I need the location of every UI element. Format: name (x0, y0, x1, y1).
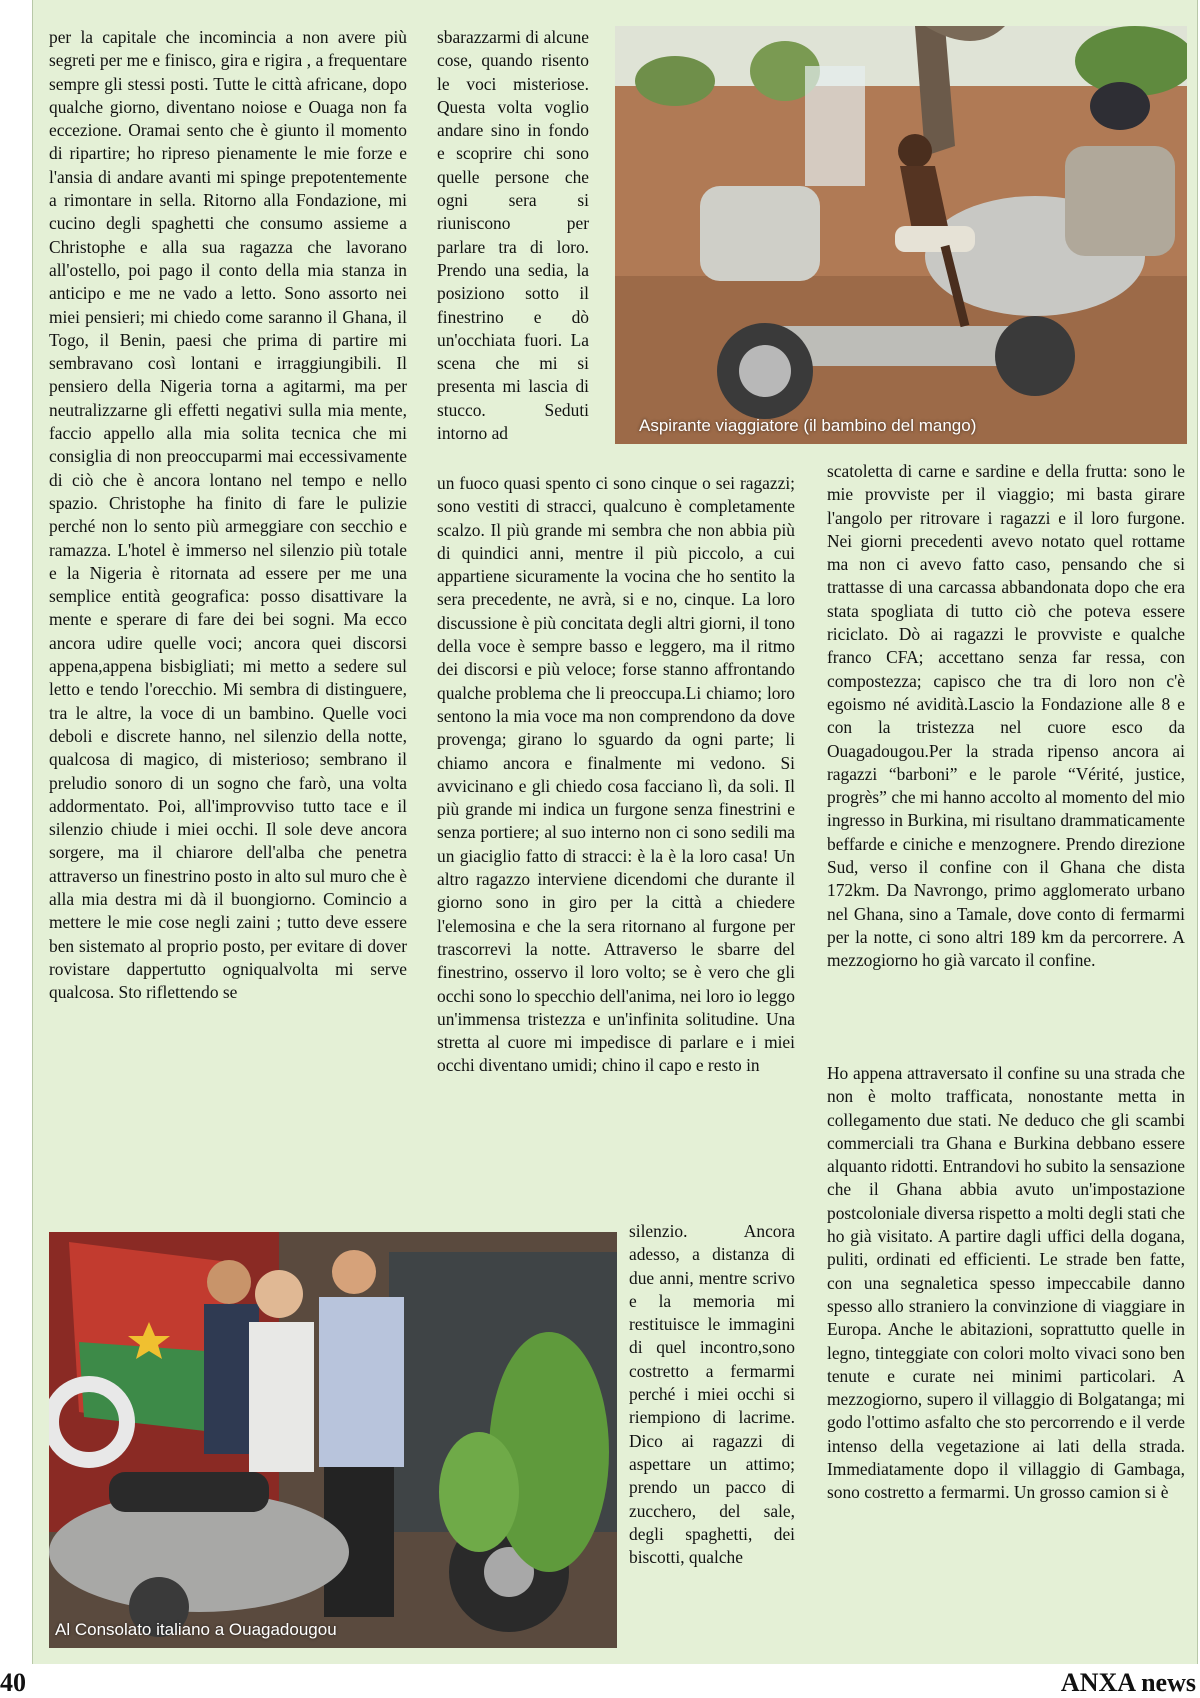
column-2-bottom (629, 1220, 795, 1569)
photo-consulate (49, 1232, 617, 1648)
magazine-page (32, 0, 1198, 1664)
body-text: sbarazzarmi di alcune cose, quando risento le voci misteriose. Questa volta voglio andare sino in fondo e scoprire chi sono quelle persone che ogni sera si riuniscono per parlare tra di loro. Prendo una sedia, la posiziono sotto il finestrino e dò un'occhiata fuori. La scena che mi si presenta mi lascia di stucco. Seduti intorno ad (437, 27, 589, 444)
column-2-middle (437, 472, 795, 1078)
photo-consulate-image (49, 1232, 617, 1648)
photo-caption: Al Consolato italiano a Ouagadougou (55, 1620, 337, 1639)
photo-caption: Aspirante viaggiatore (il bambino del mango) (639, 416, 977, 435)
body-text: per la capitale che incomincia a non avere più segreti per me e finisco, gira e rigira , a frequentare sempre gli stessi posti. Tutte le città africane, dopo qualche giorno, diventano noiose e Ouaga non fa eccezione. Oramai sento che è giunto il momento di ripartire; ho ripreso pienamente le mie forze e l'ansia di andare avanti mi spinge prepotentemente a rimontare in sella. Ritorno alla Fondazione, mi cucino degli spaghetti che consumo assieme a Christophe e alla sua ragazza che lavorano all'ostello, poi pago il conto della mia stanza in anticipo e me ne vado a letto. Sono assorto nei miei pensieri; mi chiedo come saranno il Ghana, il Togo, il Benin, paesi che prima di partire mi sembravano così lontani e irraggiungibili. Il pensiero della Nigeria torna a agitarmi, ma per neutralizzarne gli effetti negativi sulla mia mente, faccio appello alla mia solita tecnica che mi consiglia di non preoccuparmi mai eccessivamente di ciò che è ancora lontano nel tempo e nello spazio. Christophe ha finito di fare le pulizie perché non lo sento più armeggiare con secchio e ramazza. L'hotel è immerso nel silenzio più totale e la Nigeria è ritornata ad essere per me una semplice entità geografica: posso disattivare la mente e sperare di fare dei bei sogni. Ma ecco ancora udire quelle voci; ancora quei discorsi appena,appena bisbigliati; mi metto a sedere sul letto e tendo l'orecchio. Mi sembra di distinguere, tra le altre, la voce di un bambino. Quelle voci deboli e discrete hanno, nel silenzio della notte, qualcosa di magico, di misterioso; sembrano il preludio sonoro di un sogno che farò, una volta addormentato. Poi, all'improvviso tutto tace e il silenzio chiude i miei occhi. Il sole deve ancora sorgere, ma il chiarore dell'alba che penetra attraverso un finestrino posto in alto sul muro che è alla mia destra mi dà il buongiorno. Comincio a mettere le mie cose negli zaini ; tutto deve essere ben sistemato al proprio posto, per evitare di dover rovistare dappertutto ogniqualvolta mi serve qualcosa. Sto riflettendo se (49, 27, 407, 1003)
photo-child-on-scooter (615, 26, 1187, 444)
column-3-top (827, 460, 1185, 973)
photo-child-on-scooter-image (615, 26, 1187, 444)
page-footer (0, 1664, 1200, 1696)
column-3-bottom (827, 1062, 1185, 1505)
column-2-top (437, 26, 589, 445)
column-1 (49, 26, 407, 1004)
magazine-name: ANXA news (1060, 1668, 1196, 1697)
body-text: Ho appena attraversato il confine su una strada che non è molto trafficata, nonostante metta in collegamento due stati. Ne deduco che gli scambi commerciali tra Ghana e Burkina debbano essere alquanto ridotti. Entrandovi ho subito la sensazione che il Ghana abbia avuto un'impostazione postcoloniale diversa rispetto a molti degli stati che ho già visitato. A partire dagli uffici della dogana, puliti, ordinati ed efficienti. Le strade ben fatte, con una segnaletica spesso impeccabile danno spesso allo straniero la convinzione di viaggiare in Europa. Anche le abitazioni, soprattutto quelle in legno, tinteggiate con colori molto vivaci sono ben tenute e curate nei minimi particolari. A mezzogiorno, supero il villaggio di Bolgatanga; mi godo l'ottimo asfalto che sto percorrendo e il verde intenso della vegetazione ai lati della strada. Immediatamente dopo il villaggio di Gambaga, sono costretto a fermarmi. Un grosso camion si è (827, 1063, 1185, 1503)
body-text: un fuoco quasi spento ci sono cinque o sei ragazzi; sono vestiti di stracci, qualcuno è completamente scalzo. Il più grande mi sembra che non abbia più di quindici anni, mentre il più piccolo, a cui appartiene sicuramente la vocina che ho sentito la sera precedente, ne avrà, si e no, cinque. La loro discussione è più concitata degli altri giorni, il tono della voce è sempre basso e leggero, ma il ritmo dei discorsi e più veloce; forse stanno affrontando qualche problema che li preoccupa.Li chiamo; loro sentono la mia voce ma non comprendono da dove provenga; girano lo sguardo da ogni parte; li chiamo ancora e finalmente mi vedono. Si avvicinano e gli chiedo cosa facciano lì, da soli. Il più grande mi indica un furgone senza finestrini e senza portiere; al suo interno non ci sono sedili ma un giaciglio fatto di stracci: è la è la loro casa! Un altro ragazzo interviene dicendomi che durante il giorno sono in giro per la città a chiedere l'elemosina e che la sera ritornano al furgone per trascorrevi la notte. Attraverso le sbarre del finestrino, osservo il loro volto; se è vero che gli occhi sono lo specchio dell'anima, nei loro io leggo un'immensa tristezza e un'infinita solitudine. Una stretta al cuore mi impedisce di parlare e i miei occhi diventano umidi; chino il capo e resto in (437, 473, 795, 1076)
body-text: silenzio. Ancora adesso, a distanza di due anni, mentre scrivo e la memoria mi restituisce le immagini di quel incontro,sono costretto a fermarmi perché i miei occhi si riempiono di lacrime. Dico ai ragazzi di aspettare un attimo; prendo un pacco di zucchero, del sale, degli spaghetti, dei biscotti, qualche (629, 1221, 795, 1568)
page-number: 40 (0, 1668, 26, 1697)
body-text: scatoletta di carne e sardine e della frutta: sono le mie provviste per il viaggio; mi basta girare l'angolo per ritrovare i ragazzi e il loro furgone. Nei giorni precedenti avevo notato quel rottame ma non ci avevo fatto caso, pensando che si trattasse di una carcassa abbandonata dopo che era stata spogliata di tutto ciò che poteva essere riciclato. Dò ai ragazzi le provviste e qualche franco CFA; accettano senza far ressa, con compostezza; capisco che tra di loro non c'è egoismo né avidità.Lascio la Fondazione alle 8 e con la tristezza nel cuore esco da Ouagadougou.Per la strada ripenso ancora ai ragazzi “barboni” e le parole “Vérité, justice, progrès” che mi hanno accolto al momento del mio ingresso in Burkina, mi risultano drammaticamente beffarde e ciniche e menzognere. Prendo direzione Sud, verso il confine con il Ghana che dista 172km. Da Navrongo, primo agglomerato urbano nel Ghana, sino a Tamale, dove conto di fermarmi per la notte, ci sono altri 189 km da percorrere. A mezzogiorno ho già varcato il confine. (827, 461, 1185, 971)
